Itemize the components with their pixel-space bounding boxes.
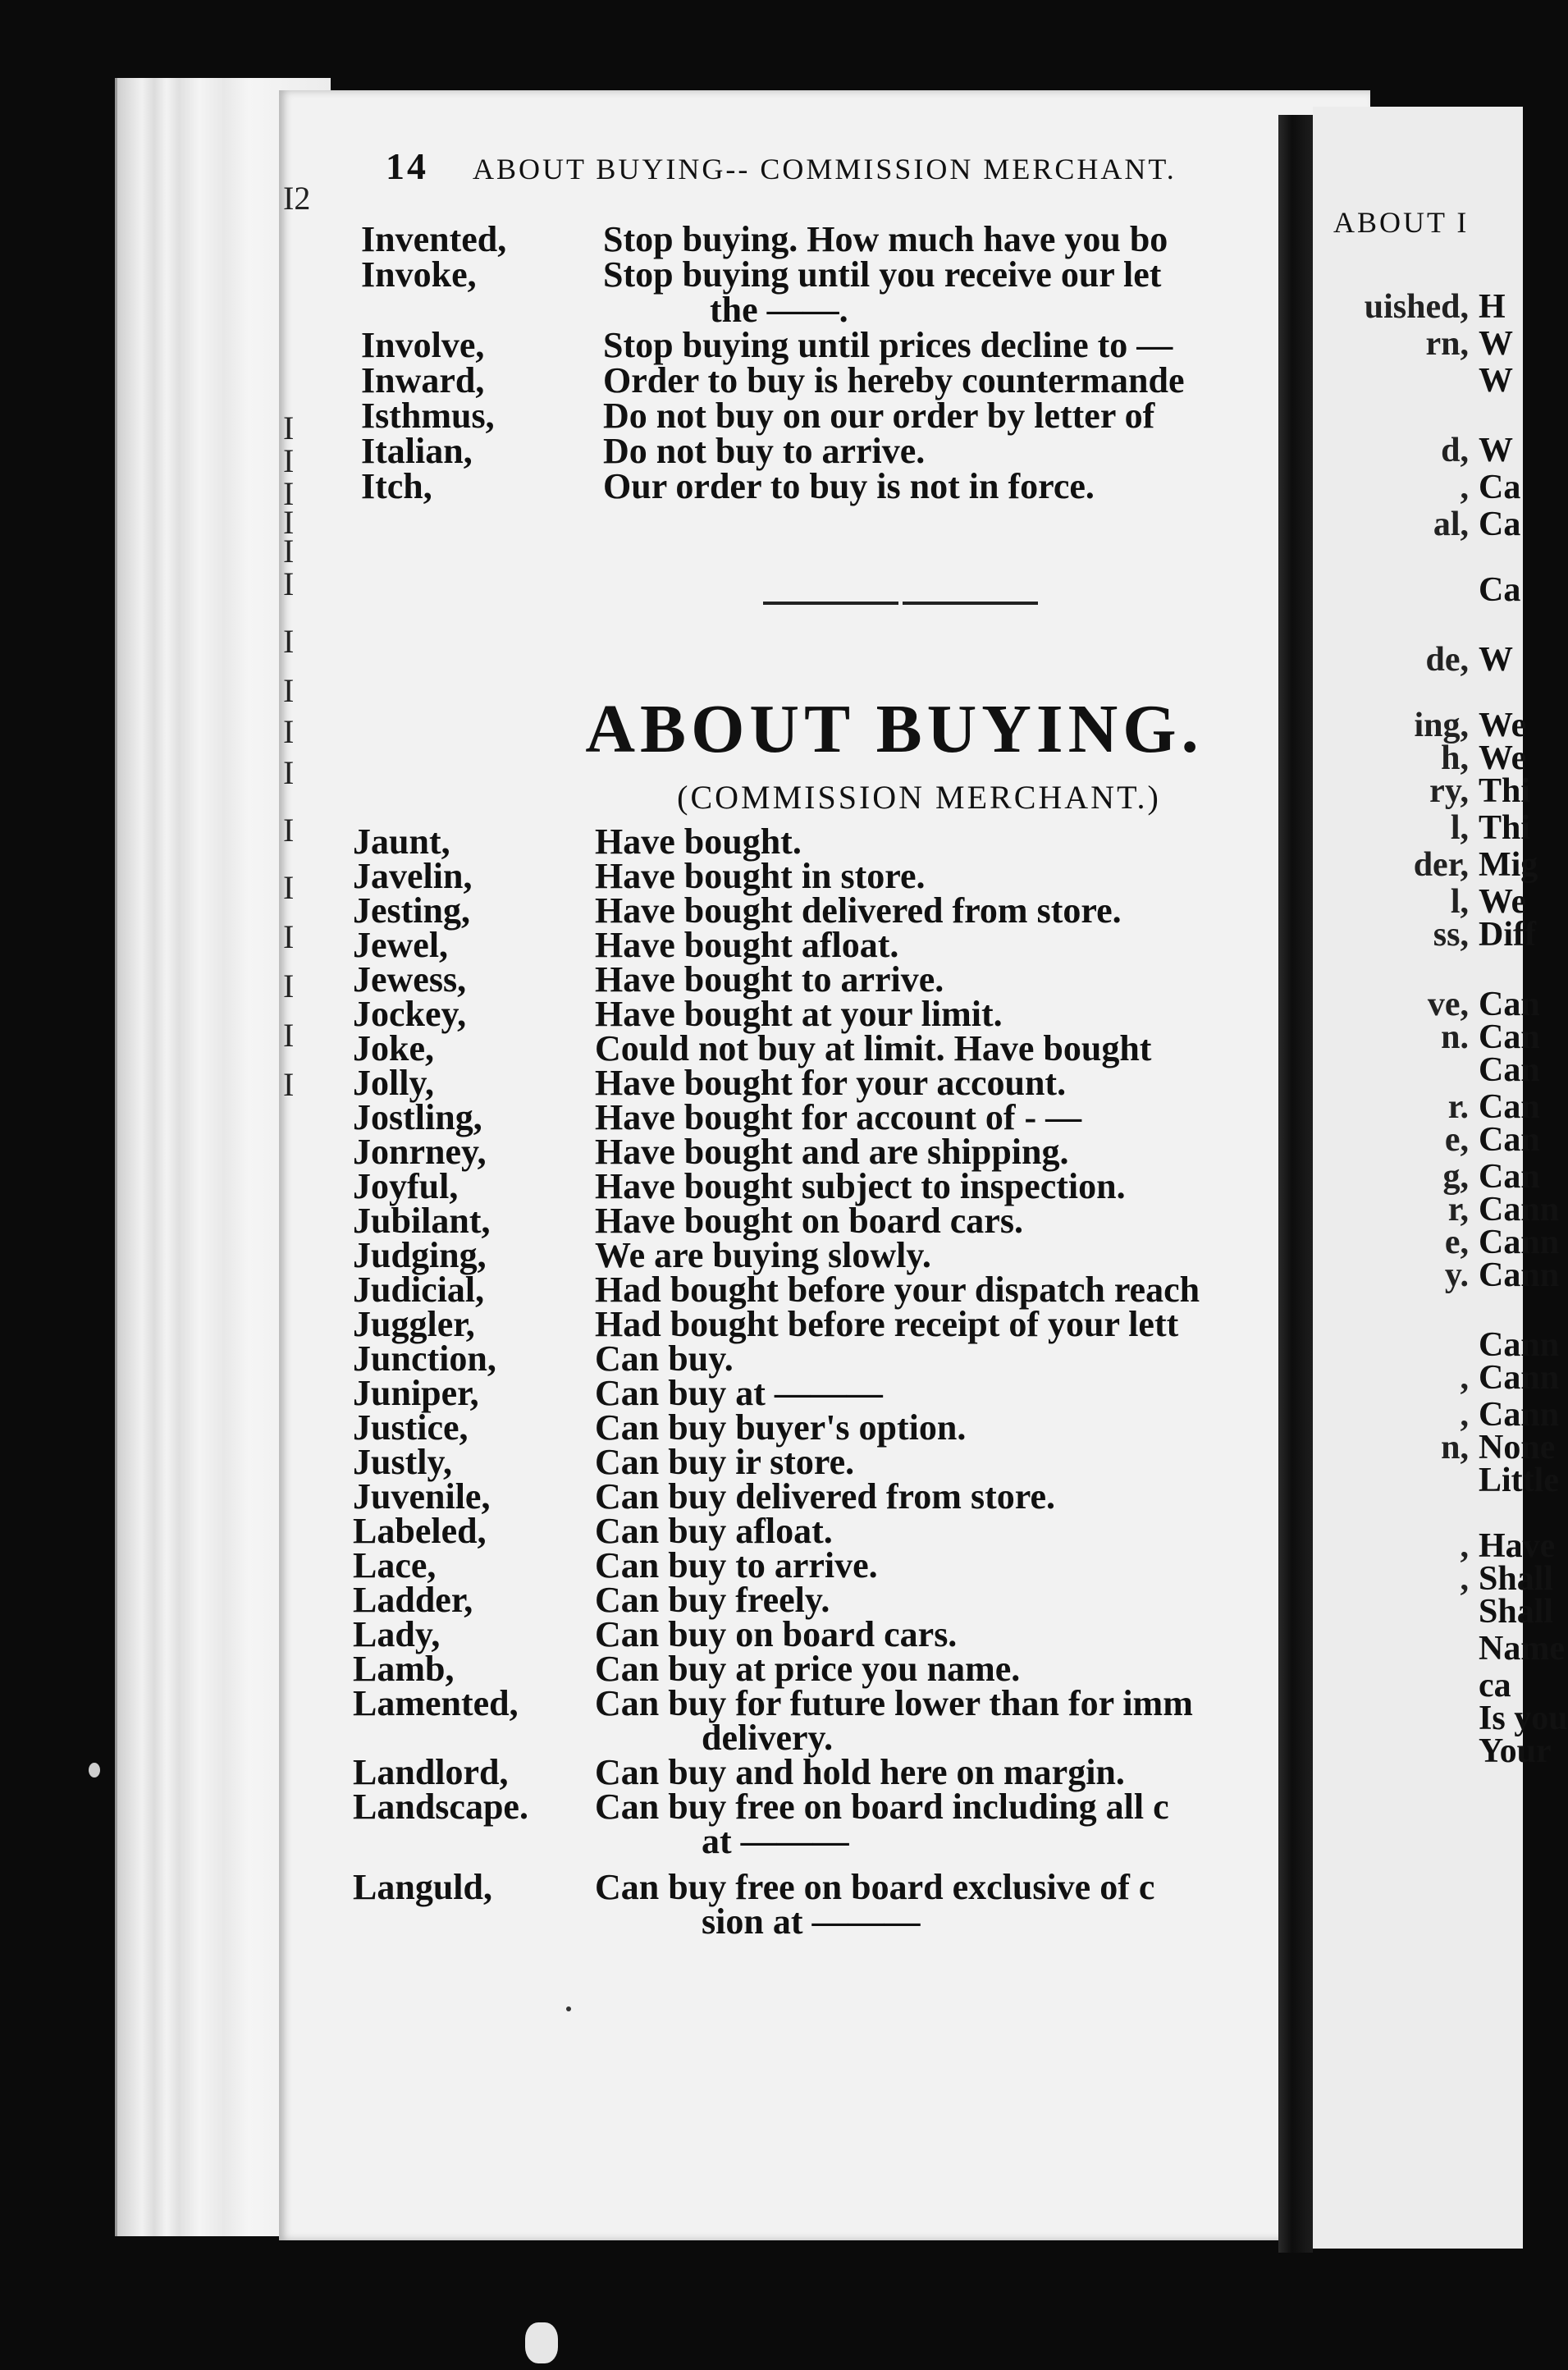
code-entry-row [353,1373,1305,1413]
right-meaning-fragment: W [1479,325,1513,363]
right-code-fragment [1325,1629,1479,1668]
code-entry-row [353,1614,1305,1654]
section-subtitle: (COMMISSION MERCHANT.) [677,779,1161,816]
code-word: Jonrney, [353,1132,487,1172]
right-page-row [1325,845,1538,885]
code-word: Juniper, [353,1373,479,1413]
code-meaning: Can buy buyer's option. [595,1407,967,1448]
code-meaning: Do not buy on our order by letter of [603,396,1155,436]
right-page-row [1325,640,1528,679]
right-code-fragment: ve, [1427,986,1469,1023]
code-entry-row [353,925,1305,965]
code-meaning: We are buying slowly. [595,1235,931,1275]
right-code-fragment: n. [1441,1018,1469,1056]
right-page-row [1325,431,1528,470]
code-entry-row [353,1270,1305,1310]
scan-artifact [89,1763,100,1778]
right-code-fragment: , [1460,1359,1469,1397]
code-word: Lamented, [353,1683,519,1723]
right-page-row [1325,1358,1560,1398]
code-meaning: Can buy freely. [595,1580,830,1620]
code-word: Involve, [361,325,485,365]
right-meaning-fragment: Can [1479,1158,1540,1196]
code-meaning: Can buy delivered from store. [595,1476,1055,1517]
edge-fragment: I [283,504,295,541]
code-meaning: sion at ——— [702,1901,921,1942]
code-word: Justice, [353,1407,469,1448]
code-meaning: Have bought delivered from store. [595,890,1122,931]
right-meaning-fragment: W [1479,432,1513,469]
code-word [353,1824,595,1859]
right-meaning-fragment: We [1479,883,1527,921]
right-code-fragment: d, [1441,432,1469,469]
code-word: Lace, [353,1545,437,1585]
code-word: Jolly, [353,1063,435,1103]
edge-fragment: I [283,869,295,906]
code-entry-row [353,1901,1305,1942]
right-code-fragment [1325,1461,1479,1500]
right-code-fragment [1325,1050,1479,1090]
code-meaning: the ——. [710,290,848,330]
right-meaning-fragment: Can [1479,1051,1540,1089]
code-entry-row [353,1787,1305,1827]
right-page-row [1325,1256,1560,1295]
right-meaning-fragment: Little [1479,1462,1559,1499]
section-title: ABOUT BUYING. [585,691,1204,767]
right-code-fragment: uished, [1364,288,1469,326]
code-list-top [361,219,1313,506]
right-meaning-fragment: Cann [1479,1326,1560,1364]
code-entry-row [353,1097,1305,1137]
right-code-fragment: ry, [1429,772,1469,810]
right-meaning-fragment: We [1479,707,1527,744]
right-code-fragment: r, [1447,1191,1469,1228]
right-meaning-fragment: Can [1479,1018,1540,1056]
right-page-row [1325,1461,1559,1500]
code-meaning: Can buy to arrive. [595,1545,878,1585]
section-rule-right [903,602,1038,605]
code-word: Joyful, [353,1166,459,1206]
right-meaning-fragment: W [1479,362,1513,400]
scan-artifact [525,2322,558,2363]
edge-fragment: I [283,442,295,479]
right-code-fragment: , [1460,469,1469,506]
code-word: Labeled, [353,1511,487,1551]
code-meaning: Can buy ir store. [595,1442,855,1482]
code-word: Jaunt, [353,821,450,862]
right-page-row [1325,1592,1554,1631]
code-word: Judicial, [353,1270,485,1310]
code-meaning: Have bought and are shipping. [595,1132,1069,1172]
code-entry-row [353,1304,1305,1344]
code-meaning: Stop buying until you receive our let [603,254,1162,295]
edge-fragment: I [283,623,295,660]
code-meaning: Can buy at price you name. [595,1649,1021,1689]
print-speck [566,2006,571,2011]
edge-fragment: I2 [283,180,311,217]
code-entry-row [353,1580,1305,1620]
code-entry-row [353,1821,1305,1861]
right-meaning-fragment: W [1479,641,1513,679]
right-page-row [1325,324,1528,364]
right-page-row [1325,1732,1552,1771]
right-page-row [1325,771,1531,811]
code-entry-row [361,433,1313,469]
right-meaning-fragment: Is you [1479,1700,1568,1737]
right-code-fragment [1325,361,1479,400]
code-meaning: Have bought in store. [595,856,926,896]
code-meaning: Do not buy to arrive. [603,431,926,471]
code-word: Landscape. [353,1787,528,1827]
right-code-fragment [1325,1732,1479,1771]
edge-fragment: I [283,1066,295,1103]
right-meaning-fragment: Can [1479,1088,1540,1126]
code-meaning: Order to buy is hereby countermande [603,360,1185,400]
right-meaning-fragment: Ca [1479,571,1521,609]
code-entry-row [353,1752,1305,1792]
code-entry-row [361,327,1313,363]
right-meaning-fragment: Cann [1479,1191,1560,1228]
code-word: Juggler, [353,1304,475,1344]
right-meaning-fragment: Have [1479,1527,1556,1565]
right-code-fragment: h, [1441,739,1469,777]
code-word [353,1905,595,1939]
code-word [353,1721,595,1755]
right-code-fragment: , [1460,1527,1469,1565]
code-meaning: Can buy. [595,1338,734,1379]
code-entry-row [361,360,1313,400]
code-word: Itch, [361,466,432,506]
code-meaning: Stop buying until prices decline to — [603,325,1173,365]
page-number: 14 [386,145,428,187]
right-code-fragment: der, [1413,846,1469,884]
code-entry-row [353,1166,1305,1206]
right-code-fragment: n, [1441,1429,1469,1466]
right-meaning-fragment: We [1479,739,1527,777]
code-meaning: Have bought at your limit. [595,994,1003,1034]
right-page-header: ABOUT I [1333,206,1470,239]
right-meaning-fragment: Thi [1479,809,1531,847]
code-meaning: Stop buying. How much have you bo [603,219,1168,259]
code-word: Juvenile, [353,1476,491,1517]
code-meaning: Have bought afloat. [595,925,899,965]
right-code-fragment: al, [1433,506,1469,543]
code-meaning: Have bought to arrive. [595,959,944,1000]
right-meaning-fragment: Can [1479,1121,1540,1159]
edge-fragment: I [283,565,295,602]
code-entry-row [353,1235,1305,1275]
code-word: Joke, [353,1028,434,1068]
code-entry-row [353,1718,1305,1758]
right-meaning-fragment: Diff [1479,916,1536,954]
right-meaning-fragment: Thi [1479,772,1531,810]
right-meaning-fragment: Shall [1479,1560,1554,1598]
right-code-fragment: , [1460,1560,1469,1598]
code-word: Isthmus, [361,396,495,436]
running-header [386,144,1321,188]
right-meaning-fragment: Shall [1479,1593,1554,1631]
right-code-fragment: g, [1442,1158,1469,1196]
right-page-row [1325,505,1528,544]
code-meaning: Can buy for future lower than for imm [595,1683,1193,1723]
code-meaning: Can buy at ——— [595,1373,883,1413]
code-meaning: Can buy afloat. [595,1511,833,1551]
right-code-fragment [1325,1592,1479,1631]
edge-fragment: I [283,533,295,570]
right-meaning-fragment: Your [1479,1732,1552,1770]
code-meaning: Had bought before your dispatch reach [595,1270,1200,1310]
right-meaning-fragment: Ca [1479,506,1521,543]
right-page-row [1325,1050,1540,1090]
section-rule-left [763,602,898,605]
edge-fragment: I [283,968,295,1004]
right-code-fragment [1325,570,1479,610]
right-meaning-fragment: ca [1479,1667,1511,1704]
code-entry-row [353,890,1305,931]
edge-fragment: I [283,672,295,709]
code-meaning: Can buy free on board exclusive of c [595,1867,1155,1907]
code-meaning: Have bought on board cars. [595,1201,1023,1241]
code-meaning: Have bought for account of - — [595,1097,1082,1137]
edge-fragment: I [283,918,295,955]
code-meaning: at ——— [702,1821,849,1861]
right-code-fragment: ing, [1414,707,1469,744]
code-meaning: delivery. [702,1718,834,1758]
code-meaning: Can buy on board cars. [595,1614,958,1654]
right-code-fragment: de, [1425,641,1469,679]
right-code-fragment: rn, [1425,325,1469,363]
code-entry-row [353,821,1305,862]
code-word: Inward, [361,360,485,400]
code-word: Invoke, [361,254,477,295]
right-page-row [1325,808,1531,848]
right-code-fragment: ss, [1433,916,1469,954]
code-entry-row [353,1545,1305,1585]
right-code-fragment: , [1460,1396,1469,1434]
right-meaning-fragment: Mig [1479,846,1538,884]
edge-fragment: I [283,713,295,750]
right-code-fragment: e, [1444,1121,1469,1159]
right-page-row [1325,1120,1540,1160]
code-entry-row [353,1867,1305,1907]
code-word: Junction, [353,1338,496,1379]
code-meaning: Can buy and hold here on margin. [595,1752,1125,1792]
code-entry-row [361,290,1313,330]
code-entry-row [353,994,1305,1034]
edge-fragment: I [283,475,295,512]
code-meaning: Can buy free on board including all c [595,1787,1169,1827]
code-entry-row [353,1407,1305,1448]
right-code-fragment: l, [1450,883,1469,921]
edge-fragment: I [283,812,295,849]
code-word: Judging, [353,1235,487,1275]
right-page-row [1325,361,1528,400]
code-entry-row [353,1201,1305,1241]
code-word: Ladder, [353,1580,473,1620]
code-list-main [353,821,1305,1942]
code-entry-row [353,1132,1305,1172]
code-entry-row [353,1338,1305,1379]
code-entry-row [361,219,1313,259]
right-meaning-fragment: Cann [1479,1359,1560,1397]
code-entry-row [353,856,1305,896]
edge-fragment: I [283,1017,295,1054]
code-entry-row [361,466,1313,506]
code-meaning: Could not buy at limit. Have bought [595,1028,1152,1068]
code-entry-row [353,1442,1305,1482]
code-word: Landlord, [353,1752,509,1792]
code-meaning: Have bought. [595,821,802,862]
code-word: Jubilant, [353,1201,491,1241]
code-entry-row [361,396,1313,436]
code-entry-row [353,1511,1305,1551]
code-word: Lady, [353,1614,441,1654]
code-entry-row [353,959,1305,1000]
edge-fragment: I [283,754,295,791]
code-word: Jockey, [353,994,467,1034]
right-code-fragment: r. [1447,1088,1469,1126]
right-page-row [1325,287,1528,327]
code-word: Lamb, [353,1649,455,1689]
code-word: Justly, [353,1442,453,1482]
code-word: Invented, [361,219,507,259]
code-entry-row [353,1683,1305,1723]
code-meaning: Have bought for your account. [595,1063,1067,1103]
code-word: Italian, [361,431,473,471]
right-page-row [1325,1629,1565,1668]
right-code-fragment: e, [1444,1224,1469,1261]
right-code-fragment: y. [1444,1256,1469,1294]
right-meaning-fragment: None [1479,1429,1556,1466]
code-word: Jostling, [353,1097,482,1137]
code-meaning: Have bought subject to inspection. [595,1166,1126,1206]
code-entry-row [361,254,1313,295]
right-meaning-fragment: Cann [1479,1396,1560,1434]
right-meaning-fragment: Can [1479,986,1540,1023]
running-title: ABOUT BUYING-- COMMISSION MERCHANT. [473,153,1177,185]
code-meaning: Had bought before receipt of your lett [595,1304,1179,1344]
code-word [361,292,603,327]
right-meaning-fragment: Cann [1479,1224,1560,1261]
code-entry-row [353,1476,1305,1517]
edge-fragment: I [283,409,295,446]
code-word: Jewel, [353,925,449,965]
code-word: Jewess, [353,959,467,1000]
right-page-content [1325,0,1568,2370]
code-entry-row [353,1063,1305,1103]
code-entry-row [353,1028,1305,1068]
right-meaning-fragment: Ca [1479,469,1521,506]
right-page-row [1325,570,1528,610]
right-code-fragment: l, [1450,809,1469,847]
code-word: Javelin, [353,856,473,896]
code-word: Jesting, [353,890,470,931]
code-meaning: Our order to buy is not in force. [603,466,1095,506]
right-page-row [1325,915,1536,954]
right-meaning-fragment: H [1479,288,1506,326]
right-page-row [1325,468,1528,507]
code-word: Languld, [353,1867,492,1907]
code-entry-row [353,1649,1305,1689]
right-meaning-fragment: Cann [1479,1256,1560,1294]
right-meaning-fragment: Name [1479,1630,1565,1668]
